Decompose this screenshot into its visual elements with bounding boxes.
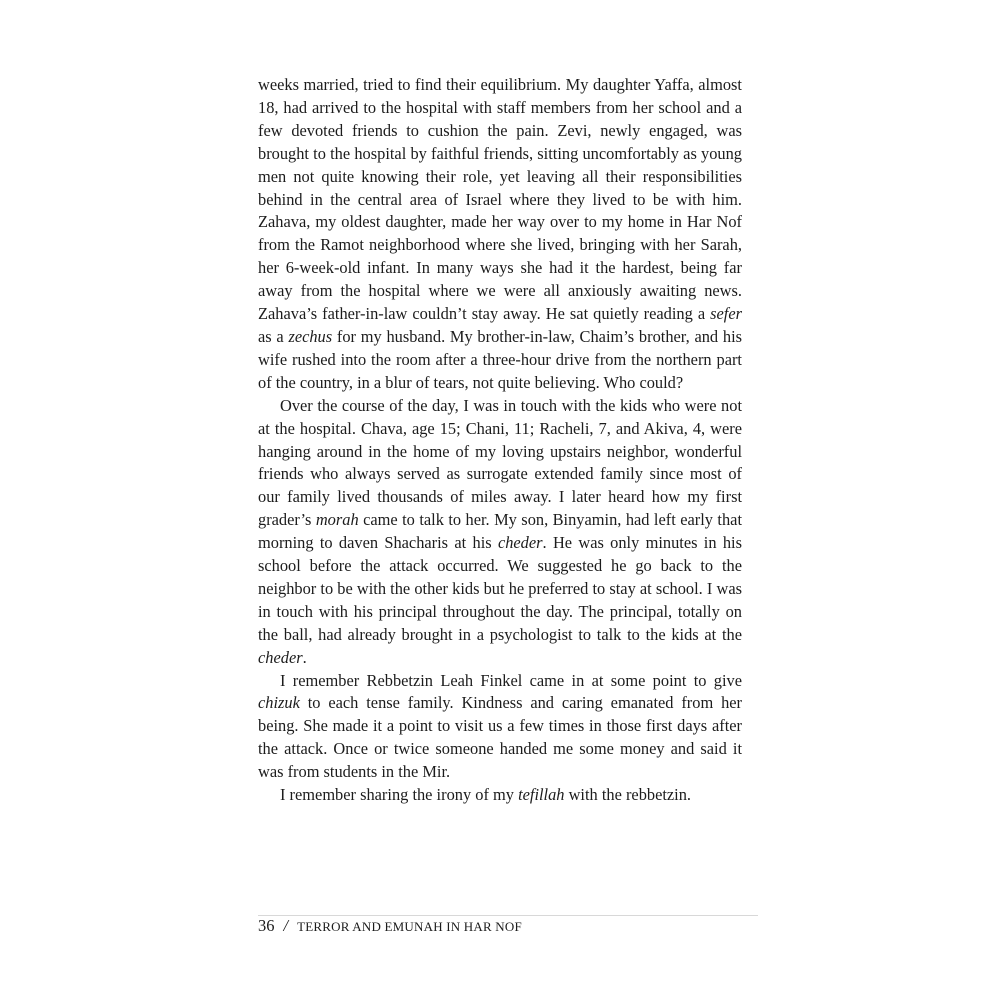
italic-term: chizuk [258, 693, 300, 713]
page-footer [258, 916, 522, 936]
paragraph [258, 395, 742, 670]
italic-term: cheder [258, 647, 303, 667]
text-run: . He was only minutes in his school before the attack occurred. We suggested he go back to the neighbor to be with the other kids but he preferred to stay at school. I was in touch with his principal throughout the day. The principal, totally on the ball, had already brought in a psychologist to talk to the kids at the [258, 533, 742, 644]
paragraph [258, 74, 742, 395]
italic-term: zechus [288, 326, 333, 346]
paragraph [258, 784, 742, 807]
text-run: with the rebbetzin. [564, 785, 692, 805]
italic-term: cheder [497, 533, 543, 553]
text-run: I remember sharing the irony of my [280, 785, 519, 805]
text-run: as a [258, 326, 289, 346]
text-run: weeks married, tried to find their equilibrium. My daughter Yaffa, almost 18, had arrived to the hospital with staff members from her school and a few devoted friends to cushion the pain. Zevi, newly engaged, was brought to the hospital by faithful friends, sitting uncomfortably as young men not quite knowing their role, yet leaving all their responsibilities behind in the central area of Israel where they lived to be with him. Zahava, my oldest daughter, made her way over to my home in Har Nof from the Ramot neighborhood where she lived, bringing with her Sarah, her 6-week-old infant. In many ways she had it the hardest, being far away from the hospital where we were all anxiously awaiting news. Zahava’s father-in-law couldn’t stay away. He sat quietly reading a [258, 75, 742, 324]
text-run: Over the course of the day, I was in touch with the kids who were not at the hospital. Chava, age 15; Chani, 11; Racheli, 7, and Akiva, 4, were hanging around in the home of my loving upstairs neighbor, wonderful friends who always served as surrogate extended family since most of our family lived thousands of miles away. I later heard how my first grader’s [258, 395, 742, 530]
text-run: . [302, 647, 307, 667]
text-run: to each tense family. Kindness and caring emanated from her being. She made it a point to visit us a few times in those first days after the attack. Once or twice someone handed me some money and said it was from students in the Mir. [258, 693, 742, 782]
paragraph [258, 670, 742, 785]
body-text [258, 74, 742, 807]
text-run: came to talk to her. My son, Binyamin, had left early that morning to daven Shacharis at his [258, 510, 742, 553]
page-number: 36 [258, 916, 275, 935]
text-run: I remember Rebbetzin Leah Finkel came in at some point to give [280, 670, 742, 690]
italic-term: morah [315, 510, 359, 530]
text-run: for my husband. My brother-in-law, Chaim’s brother, and his wife rushed into the room after a three-hour drive from the northern part of the country, in a blur of tears, not quite believing. Who could? [258, 326, 742, 392]
footer-separator: / [283, 916, 289, 935]
italic-term: tefillah [518, 785, 565, 805]
italic-term: sefer [710, 304, 742, 324]
running-title: TERROR AND EMUNAH IN HAR NOF [297, 919, 522, 934]
